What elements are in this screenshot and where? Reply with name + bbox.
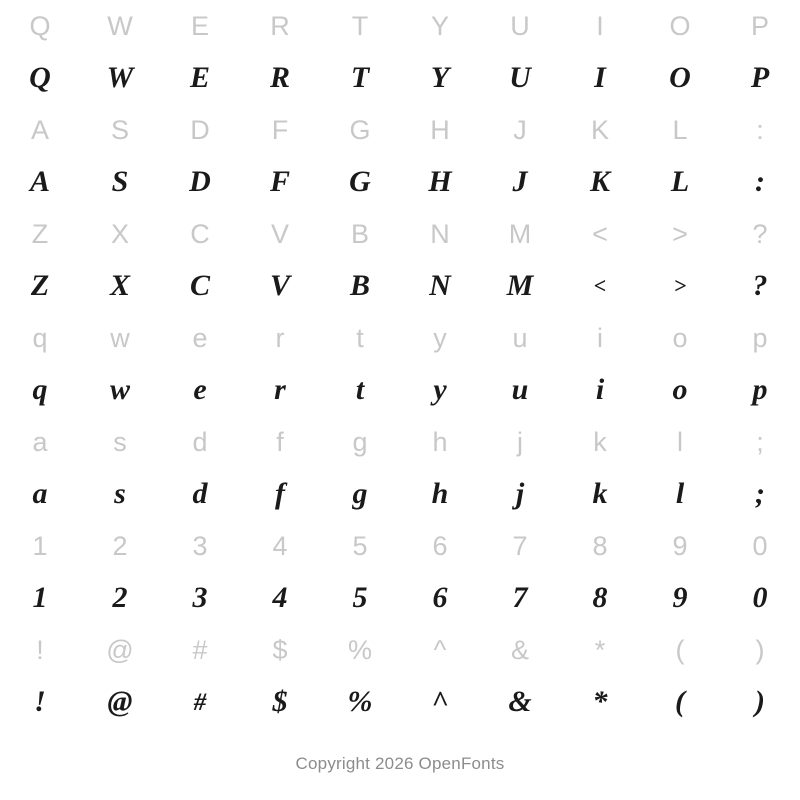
reference-glyph: f	[276, 426, 284, 457]
specimen-glyph: !	[34, 685, 46, 718]
reference-glyph: H	[430, 114, 450, 145]
reference-glyph: a	[32, 426, 48, 457]
specimen-glyph: @	[107, 685, 133, 718]
reference-glyph: j	[517, 426, 523, 457]
copyright-notice: Copyright 2026 OpenFonts	[295, 754, 505, 773]
specimen-glyph: N	[429, 269, 451, 302]
specimen-glyph: W	[106, 61, 134, 94]
specimen-glyph: l	[675, 477, 685, 510]
specimen-glyph: i	[595, 373, 605, 406]
specimen-glyph: :	[755, 165, 765, 198]
specimen-glyph: P	[750, 61, 770, 94]
specimen-glyph: w	[109, 373, 130, 406]
specimen-glyph: )	[755, 685, 765, 718]
specimen-glyph: <	[593, 273, 607, 298]
specimen-glyph: O	[669, 61, 691, 94]
reference-glyph: r	[275, 322, 285, 353]
reference-glyph: ;	[756, 426, 764, 457]
specimen-glyph: h	[431, 477, 449, 510]
reference-glyph: D	[190, 114, 210, 145]
specimen-glyph: U	[509, 61, 531, 94]
specimen-glyph: 8	[592, 581, 608, 614]
reference-glyph: L	[672, 114, 688, 145]
reference-glyph: S	[110, 114, 129, 145]
reference-glyph: V	[270, 218, 289, 249]
specimen-glyph: o	[672, 373, 688, 406]
reference-glyph: :	[756, 114, 764, 145]
reference-glyph: P	[750, 10, 769, 41]
specimen-glyph: p	[752, 373, 768, 406]
specimen-glyph: &	[508, 685, 532, 718]
reference-glyph: J	[513, 114, 527, 145]
reference-glyph: s	[113, 426, 127, 457]
reference-glyph: U	[510, 10, 530, 41]
reference-glyph: O	[669, 10, 691, 41]
specimen-glyph: 2	[112, 581, 128, 614]
reference-glyph: q	[32, 322, 48, 353]
reference-glyph: #	[192, 634, 208, 665]
reference-glyph: 1	[32, 530, 48, 561]
reference-glyph: K	[590, 114, 609, 145]
reference-glyph: o	[672, 322, 688, 353]
reference-glyph: h	[432, 426, 448, 457]
reference-glyph: ?	[752, 218, 768, 249]
specimen-glyph: C	[189, 269, 210, 302]
specimen-glyph: 6	[432, 581, 448, 614]
reference-glyph: B	[350, 218, 369, 249]
reference-glyph: )	[755, 634, 765, 665]
specimen-glyph: r	[274, 373, 286, 406]
specimen-glyph: E	[189, 61, 210, 94]
specimen-glyph: L	[670, 165, 690, 198]
reference-glyph: l	[677, 426, 683, 457]
specimen-glyph: f	[275, 477, 285, 510]
specimen-glyph: B	[349, 269, 370, 302]
reference-glyph: &	[510, 634, 529, 665]
reference-glyph: F	[271, 114, 289, 145]
reference-glyph: 2	[112, 530, 128, 561]
specimen-glyph: X	[109, 269, 130, 302]
specimen-glyph: T	[350, 61, 370, 94]
reference-glyph: k	[593, 426, 607, 457]
reference-glyph: $	[272, 634, 288, 665]
reference-glyph: I	[596, 10, 604, 41]
reference-glyph: ^	[433, 634, 447, 665]
reference-glyph: u	[512, 322, 528, 353]
reference-glyph: Y	[430, 10, 449, 41]
specimen-glyph: Z	[30, 269, 50, 302]
reference-glyph: 7	[512, 530, 528, 561]
specimen-glyph: 5	[352, 581, 368, 614]
specimen-glyph: ?	[752, 269, 768, 302]
specimen-glyph: 7	[512, 581, 528, 614]
reference-glyph: t	[356, 322, 364, 353]
reference-glyph: %	[347, 634, 372, 665]
specimen-glyph: G	[349, 165, 371, 198]
specimen-glyph: I	[594, 61, 606, 94]
specimen-glyph: ^	[431, 685, 449, 718]
reference-glyph: >	[672, 218, 688, 249]
reference-glyph: 5	[352, 530, 368, 561]
specimen-glyph: $	[272, 685, 288, 718]
specimen-glyph: 3	[192, 581, 208, 614]
reference-glyph: *	[594, 634, 606, 665]
specimen-glyph: a	[32, 477, 48, 510]
specimen-glyph: e	[193, 373, 207, 406]
specimen-glyph: R	[269, 61, 290, 94]
specimen-glyph: 4	[272, 581, 288, 614]
specimen-glyph: 0	[752, 581, 768, 614]
reference-glyph: G	[349, 114, 371, 145]
specimen-glyph: u	[511, 373, 529, 406]
specimen-glyph: D	[189, 165, 211, 198]
specimen-glyph: %	[347, 685, 373, 718]
specimen-glyph: 1	[32, 581, 48, 614]
reference-glyph: W	[107, 10, 133, 41]
specimen-glyph: >	[673, 273, 687, 298]
specimen-glyph: V	[269, 269, 290, 302]
reference-glyph: i	[597, 322, 603, 353]
specimen-glyph: K	[589, 165, 610, 198]
reference-glyph: d	[192, 426, 208, 457]
specimen-glyph: q	[32, 373, 48, 406]
specimen-glyph: S	[111, 165, 129, 198]
specimen-glyph: d	[192, 477, 208, 510]
reference-glyph: y	[433, 322, 447, 353]
reference-glyph: 6	[432, 530, 448, 561]
reference-glyph: A	[30, 114, 49, 145]
specimen-glyph: ;	[755, 477, 765, 510]
reference-glyph: 3	[192, 530, 208, 561]
reference-glyph: w	[110, 322, 130, 353]
reference-glyph: g	[352, 426, 368, 457]
reference-glyph: @	[106, 634, 134, 665]
reference-glyph: !	[36, 634, 44, 665]
specimen-glyph: t	[355, 373, 365, 406]
specimen-glyph: g	[352, 477, 368, 510]
reference-glyph: 0	[752, 530, 768, 561]
reference-glyph: e	[192, 322, 208, 353]
reference-glyph: <	[592, 218, 608, 249]
specimen-glyph: Y	[430, 61, 450, 94]
specimen-glyph: #	[193, 688, 207, 716]
reference-glyph: p	[752, 322, 768, 353]
specimen-glyph: 9	[672, 581, 688, 614]
reference-glyph: M	[508, 218, 532, 249]
specimen-glyph: Q	[29, 61, 51, 94]
specimen-glyph: j	[515, 477, 525, 510]
reference-glyph: 4	[272, 530, 288, 561]
specimen-glyph: y	[433, 373, 447, 406]
reference-glyph: 9	[672, 530, 688, 561]
reference-glyph: C	[190, 218, 210, 249]
specimen-glyph: M	[506, 269, 534, 302]
specimen-glyph: (	[675, 685, 685, 718]
reference-glyph: T	[351, 10, 369, 41]
specimen-glyph: F	[269, 165, 290, 198]
reference-glyph: N	[430, 218, 450, 249]
specimen-glyph: *	[592, 685, 608, 718]
specimen-glyph: H	[428, 165, 452, 198]
reference-glyph: 8	[592, 530, 608, 561]
reference-glyph: E	[190, 10, 209, 41]
reference-glyph: R	[270, 10, 290, 41]
reference-glyph: Q	[29, 10, 51, 41]
reference-glyph: (	[675, 634, 685, 665]
specimen-glyph: J	[512, 165, 528, 198]
specimen-glyph: A	[29, 165, 50, 198]
reference-glyph: X	[110, 218, 129, 249]
specimen-glyph: s	[114, 477, 126, 510]
reference-glyph: Z	[31, 218, 49, 249]
specimen-glyph: k	[592, 477, 608, 510]
